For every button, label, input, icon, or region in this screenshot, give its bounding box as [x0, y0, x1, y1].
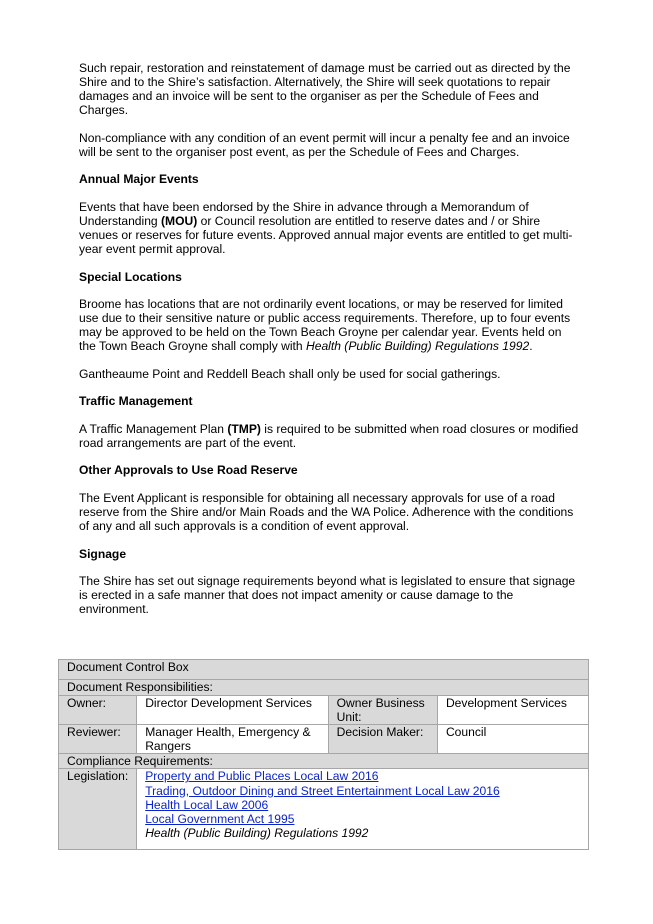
regulation-citation: Health (Public Building) Regulations 1992 — [305, 339, 530, 354]
special-text-a: Broome has locations that are not ordinarily event locations, or may be reserved for limited use due to their sensitive nature or public access requirements. Therefore, up to four events may be approved to be held on the Town Beach Groyne per calendar year. Events held on the Town Beach Groyne shall comply with — [79, 297, 571, 354]
signage-paragraph: The Shire has set out signage requirements beyond what is legislated to ensure that signage is erected in a safe manner that does not impact amenity or cause damage to the environment. — [79, 574, 576, 617]
legislation-regulation: Health (Public Building) Regulations 1992 — [145, 825, 369, 840]
road-reserve-heading: Other Approvals to Use Road Reserve — [79, 463, 298, 478]
reviewer-value: Manager Health, Emergency & Rangers — [137, 725, 328, 754]
road-reserve-paragraph: The Event Applicant is responsible for obtaining all necessary approvals for use of a road reserve from the Shire and/or Main Roads and the WA Police. Adherence with the conditions of any and all such approvals is a condition of event approval. — [79, 490, 574, 534]
owner-unit-value: Development Services — [437, 696, 588, 725]
annual-major-events-paragraph — [79, 200, 579, 256]
traffic-management-heading: Traffic Management — [79, 394, 193, 409]
compliance-header: Compliance Requirements: — [59, 754, 589, 769]
legislation-link-trading[interactable]: Trading, Outdoor Dining and Street Entertainment Local Law 2016 — [145, 783, 500, 798]
annual-major-events-heading: Annual Major Events — [79, 172, 199, 187]
traffic-text-b: is required to be submitted when road closures or modified road arrangements are part of the event. — [79, 421, 579, 450]
legislation-list — [137, 769, 589, 850]
responsibilities-header: Document Responsibilities: — [59, 680, 589, 696]
legislation-link-health[interactable]: Health Local Law 2006 — [145, 797, 269, 812]
owner-unit-label: Owner Business Unit: — [328, 696, 437, 725]
tmp-abbrev: (TMP) — [227, 421, 261, 436]
repair-paragraph: Such repair, restoration and reinstatement of damage must be carried out as directed by the Shire and to the Shire’s satisfaction. Alternatively, the Shire will seek quotations to repair damages and an invoice will be sent to the organiser as per the Schedule of Fees and Charges. — [79, 61, 571, 118]
legislation-link-local-government[interactable]: Local Government Act 1995 — [145, 811, 295, 826]
owner-value: Director Development Services — [137, 696, 328, 725]
special-text-b: . — [529, 339, 533, 354]
legislation-label: Legislation: — [59, 769, 137, 850]
reviewer-label: Reviewer: — [59, 725, 137, 754]
control-box-title: Document Control Box — [59, 660, 589, 680]
mou-abbrev: (MOU) — [161, 213, 198, 228]
decision-maker-value: Council — [437, 725, 588, 754]
annual-text-a: Events that have been endorsed by the Shire in advance through a Memorandum of Understanding — [79, 199, 529, 228]
owner-label: Owner: — [59, 696, 137, 725]
document-body — [79, 61, 579, 630]
special-locations-heading: Special Locations — [79, 269, 182, 284]
gantheaume-paragraph: Gantheaume Point and Reddell Beach shall only be used for social gatherings. — [79, 366, 501, 381]
traffic-management-paragraph — [79, 422, 579, 450]
signage-heading: Signage — [79, 546, 127, 561]
decision-maker-label: Decision Maker: — [328, 725, 437, 754]
legislation-link-property[interactable]: Property and Public Places Local Law 2016 — [145, 769, 379, 784]
traffic-text-a: A Traffic Management Plan — [79, 421, 228, 436]
special-locations-paragraph — [79, 297, 579, 353]
noncompliance-paragraph: Non-compliance with any condition of an event permit will incur a penalty fee and an invoice will be sent to the organiser post event, as per the Schedule of Fees and Charges. — [79, 130, 570, 159]
document-control-box — [58, 659, 589, 850]
annual-text-b: or Council resolution are entitled to reserve dates and / or Shire venues or reserves for future events. Approved annual major events are entitled to get multi-year event permit approval. — [79, 213, 573, 257]
